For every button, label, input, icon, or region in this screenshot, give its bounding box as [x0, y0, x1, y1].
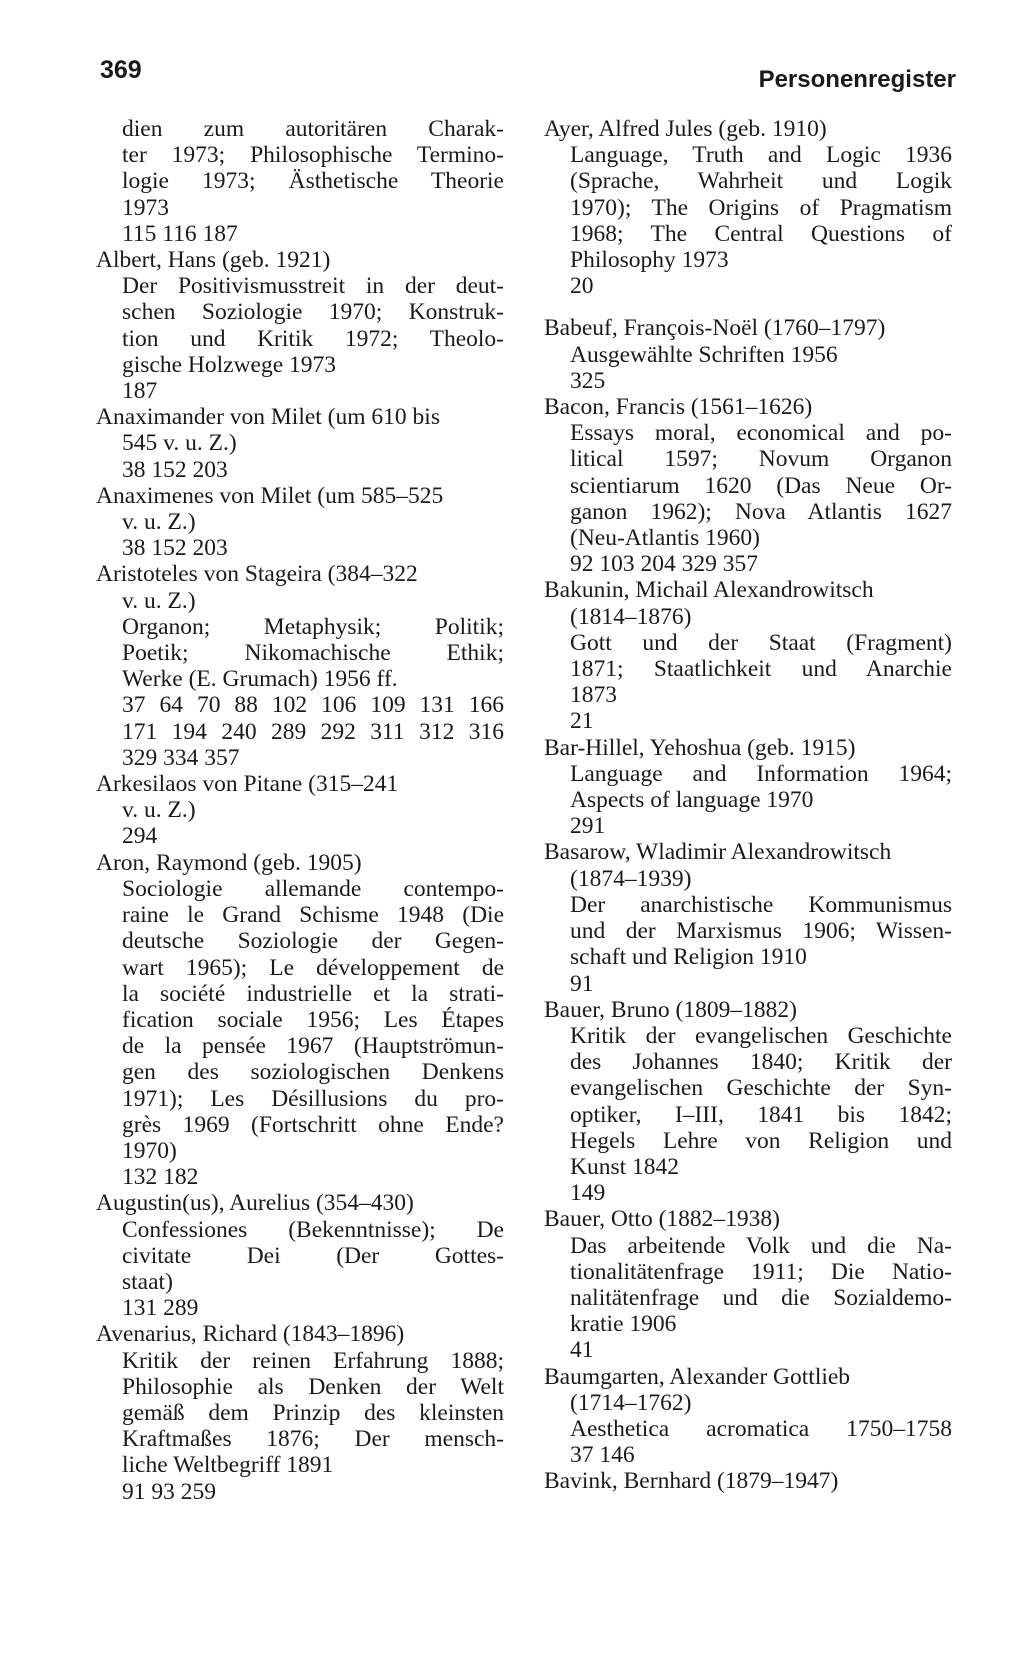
entry-line: des Johannes 1840; Kritik der	[570, 1049, 952, 1076]
entry-line: de la pensée 1967 (Hauptströmun-	[122, 1033, 504, 1060]
index-entry	[84, 850, 504, 1191]
running-head: Personenregister	[758, 66, 956, 93]
entry-line: Gott und der Staat (Fragment)	[570, 629, 952, 656]
entry-line: Hegels Lehre von Religion und	[570, 1127, 952, 1154]
entry-line: liche Weltbegriff 1891	[122, 1452, 334, 1479]
entry-line: 131 289	[122, 1295, 199, 1322]
entry-details	[532, 761, 952, 840]
entry-line: grès 1969 (Fortschritt ohne Ende?	[122, 1111, 504, 1138]
entry-name: Bavink, Bernhard (1879–1947)	[544, 1468, 839, 1495]
entry-line: ter 1973; Philosophische Termino-	[122, 142, 504, 169]
index-entry	[532, 394, 952, 577]
entry-line: v. u. Z.)	[122, 587, 196, 614]
entry-line: logie 1973; Ästhetische Theorie	[122, 168, 504, 195]
entry-line: la société industrielle et la strati-	[122, 980, 504, 1007]
page-number: 369	[100, 56, 142, 84]
index-entry	[84, 561, 504, 771]
entry-details	[84, 1217, 504, 1322]
entry-line: Kritik der evangelischen Geschichte	[570, 1022, 952, 1049]
entry-details	[84, 588, 504, 771]
entry-line: (1814–1876)	[570, 603, 692, 630]
index-entry	[532, 1206, 952, 1363]
index-entry	[84, 247, 504, 404]
entry-line: Essays moral, economical and po-	[570, 420, 952, 447]
entry-line: 38 152 203	[122, 535, 228, 562]
entry-line: 1971); Les Désillusions du pro-	[122, 1085, 504, 1112]
left-column	[84, 116, 504, 1505]
right-column	[532, 116, 952, 1495]
entry-line: und der Marxismus 1906; Wissen-	[570, 918, 952, 945]
index-entry	[532, 735, 952, 840]
index-entry	[84, 116, 504, 247]
entry-line: Der Positivismusstreit in der deut-	[122, 273, 504, 300]
entry-line: 1871; Staatlichkeit und Anarchie	[570, 656, 952, 683]
entry-details	[84, 509, 504, 561]
entry-details	[532, 1390, 952, 1469]
entry-details	[84, 273, 504, 404]
entry-name: Avenarius, Richard (1843–1896)	[96, 1321, 405, 1348]
entry-name: Aron, Raymond (geb. 1905)	[96, 849, 362, 876]
entry-details	[532, 342, 952, 394]
entry-line: 41	[570, 1337, 594, 1364]
entry-line: schaft und Religion 1910	[570, 944, 807, 971]
entry-name: Baumgarten, Alexander Gottlieb	[544, 1363, 851, 1390]
entry-line: Kraftmaßes 1876; Der mensch-	[122, 1426, 504, 1453]
entry-line: scientiarum 1620 (Das Neue Or-	[570, 472, 952, 499]
index-entry	[532, 116, 952, 299]
entry-line: Aesthetica acromatica 1750–1758	[570, 1415, 952, 1442]
entry-details	[532, 1023, 952, 1206]
entry-details	[532, 866, 952, 997]
entry-line: (1714–1762)	[570, 1389, 692, 1416]
entry-line: 1973	[122, 194, 169, 221]
entry-line: gen des soziologischen Denkens	[122, 1059, 504, 1086]
entry-name: Anaximenes von Milet (um 585–525	[96, 482, 444, 509]
entry-details	[84, 876, 504, 1190]
entry-line: gemäß dem Prinzip des kleinsten	[122, 1399, 504, 1426]
entry-line: 294	[122, 823, 158, 850]
entry-line: 38 152 203	[122, 456, 228, 483]
entry-name: Babeuf, François-Noël (1760–1797)	[544, 315, 886, 342]
entry-line: fication sociale 1956; Les Étapes	[122, 1006, 504, 1033]
entry-line: 329 334 357	[122, 744, 240, 771]
entry-line: Organon; Metaphysik; Politik;	[122, 613, 504, 640]
entry-details	[532, 420, 952, 577]
entry-name: Aristoteles von Stageira (384–322	[96, 561, 418, 588]
entry-line: litical 1597; Novum Organon	[570, 446, 952, 473]
entry-name: Basarow, Wladimir Alexandrowitsch	[544, 839, 892, 866]
entry-line: raine le Grand Schisme 1948 (Die	[122, 902, 504, 929]
entry-name: Augustin(us), Aurelius (354–430)	[96, 1190, 414, 1217]
index-entry	[84, 1190, 504, 1321]
entry-line: Philosophie als Denken der Welt	[122, 1373, 504, 1400]
entry-line: 20	[570, 273, 594, 300]
entry-line: Kunst 1842	[570, 1153, 680, 1180]
entry-details	[84, 430, 504, 482]
entry-line: Sociologie allemande contempo-	[122, 875, 504, 902]
entry-name: Bacon, Francis (1561–1626)	[544, 394, 813, 421]
entry-line: 187	[122, 378, 158, 405]
entry-line: 1968; The Central Questions of	[570, 220, 952, 247]
entry-line: optiker, I–III, 1841 bis 1842;	[570, 1101, 952, 1128]
entry-line: Philosophy 1973	[570, 247, 729, 274]
entry-name: Bauer, Bruno (1809–1882)	[544, 996, 797, 1023]
index-entry	[532, 839, 952, 996]
entry-details	[532, 142, 952, 299]
index-entry	[84, 1321, 504, 1504]
entry-line: Der anarchistische Kommunismus	[570, 891, 952, 918]
entry-line: Language, Truth and Logic 1936	[570, 142, 952, 169]
entry-line: 37 64 70 88 102 106 109 131 166	[122, 692, 504, 719]
entry-line: tion und Kritik 1972; Theolo-	[122, 325, 504, 352]
entry-line: Ausgewählte Schriften 1956	[570, 341, 838, 368]
entry-line: (1874–1939)	[570, 865, 692, 892]
entry-details	[84, 116, 504, 247]
entry-line: Kritik der reinen Erfahrung 1888;	[122, 1347, 504, 1374]
entry-line: Language and Information 1964;	[570, 760, 952, 787]
entry-line: 91	[570, 970, 594, 997]
entry-line: 1970)	[122, 1137, 177, 1164]
entry-line: Poetik; Nikomachische Ethik;	[122, 640, 504, 667]
entry-line: 1873	[570, 682, 617, 709]
entry-line: civitate Dei (Der Gottes-	[122, 1242, 504, 1269]
entry-line: 92 103 204 329 357	[570, 551, 758, 578]
index-entry	[84, 771, 504, 850]
entry-line: v. u. Z.)	[122, 797, 196, 824]
entry-line: (Sprache, Wahrheit und Logik	[570, 168, 952, 195]
entry-line: 115 116 187	[122, 220, 238, 247]
entry-line: v. u. Z.)	[122, 509, 196, 536]
entry-line: deutsche Soziologie der Gegen-	[122, 928, 504, 955]
entry-line: gische Holzwege 1973	[122, 351, 337, 378]
index-entry	[532, 997, 952, 1207]
entry-details	[532, 1233, 952, 1364]
entry-line: schen Soziologie 1970; Konstruk-	[122, 299, 504, 326]
entry-line: 37 146	[570, 1442, 635, 1469]
entry-details	[84, 1348, 504, 1505]
entry-line: (Neu-Atlantis 1960)	[570, 525, 760, 552]
entry-name: Albert, Hans (geb. 1921)	[96, 247, 331, 274]
entry-line: 1970); The Origins of Pragmatism	[570, 194, 952, 221]
entry-line: 91 93 259	[122, 1478, 216, 1505]
entry-line: evangelischen Geschichte der Syn-	[570, 1075, 952, 1102]
entry-line: 21	[570, 708, 594, 735]
entry-line: staat)	[122, 1268, 173, 1295]
index-entry	[532, 577, 952, 734]
entry-line: ganon 1962); Nova Atlantis 1627	[570, 498, 952, 525]
entry-line: 545 v. u. Z.)	[122, 430, 237, 457]
entry-line: tionalitätenfrage 1911; Die Natio-	[570, 1258, 952, 1285]
index-entry	[532, 1468, 952, 1494]
index-entry	[84, 404, 504, 483]
index-entry	[532, 315, 952, 394]
entry-name: Bakunin, Michail Alexandrowitsch	[544, 577, 874, 604]
entry-line: Confessiones (Bekenntnisse); De	[122, 1216, 504, 1243]
entry-line: wart 1965); Le développement de	[122, 954, 504, 981]
entry-name: Bar-Hillel, Yehoshua (geb. 1915)	[544, 734, 856, 761]
entry-line: 132 182	[122, 1164, 199, 1191]
entry-name: Anaximander von Milet (um 610 bis	[96, 404, 440, 431]
entry-line: 149	[570, 1180, 606, 1207]
entry-line: 325	[570, 367, 606, 394]
entry-line: Aspects of language 1970	[570, 787, 814, 814]
entry-line: 171 194 240 289 292 311 312 316	[122, 718, 504, 745]
entry-name: Ayer, Alfred Jules (geb. 1910)	[544, 116, 827, 142]
entry-line: dien zum autoritären Charak-	[122, 116, 504, 142]
entry-details	[84, 797, 504, 849]
entry-name: Arkesilaos von Pitane (315–241	[96, 771, 399, 798]
index-entry	[84, 483, 504, 562]
entry-line: nalitätenfrage und die Sozialdemo-	[570, 1284, 952, 1311]
entry-line: Werke (E. Grumach) 1956 ff.	[122, 666, 398, 693]
entry-line: Das arbeitende Volk und die Na-	[570, 1232, 952, 1259]
index-entry	[532, 1364, 952, 1469]
entry-name: Bauer, Otto (1882–1938)	[544, 1206, 780, 1233]
entry-details	[532, 604, 952, 735]
entry-line: kratie 1906	[570, 1311, 677, 1338]
entry-line: 291	[570, 813, 606, 840]
